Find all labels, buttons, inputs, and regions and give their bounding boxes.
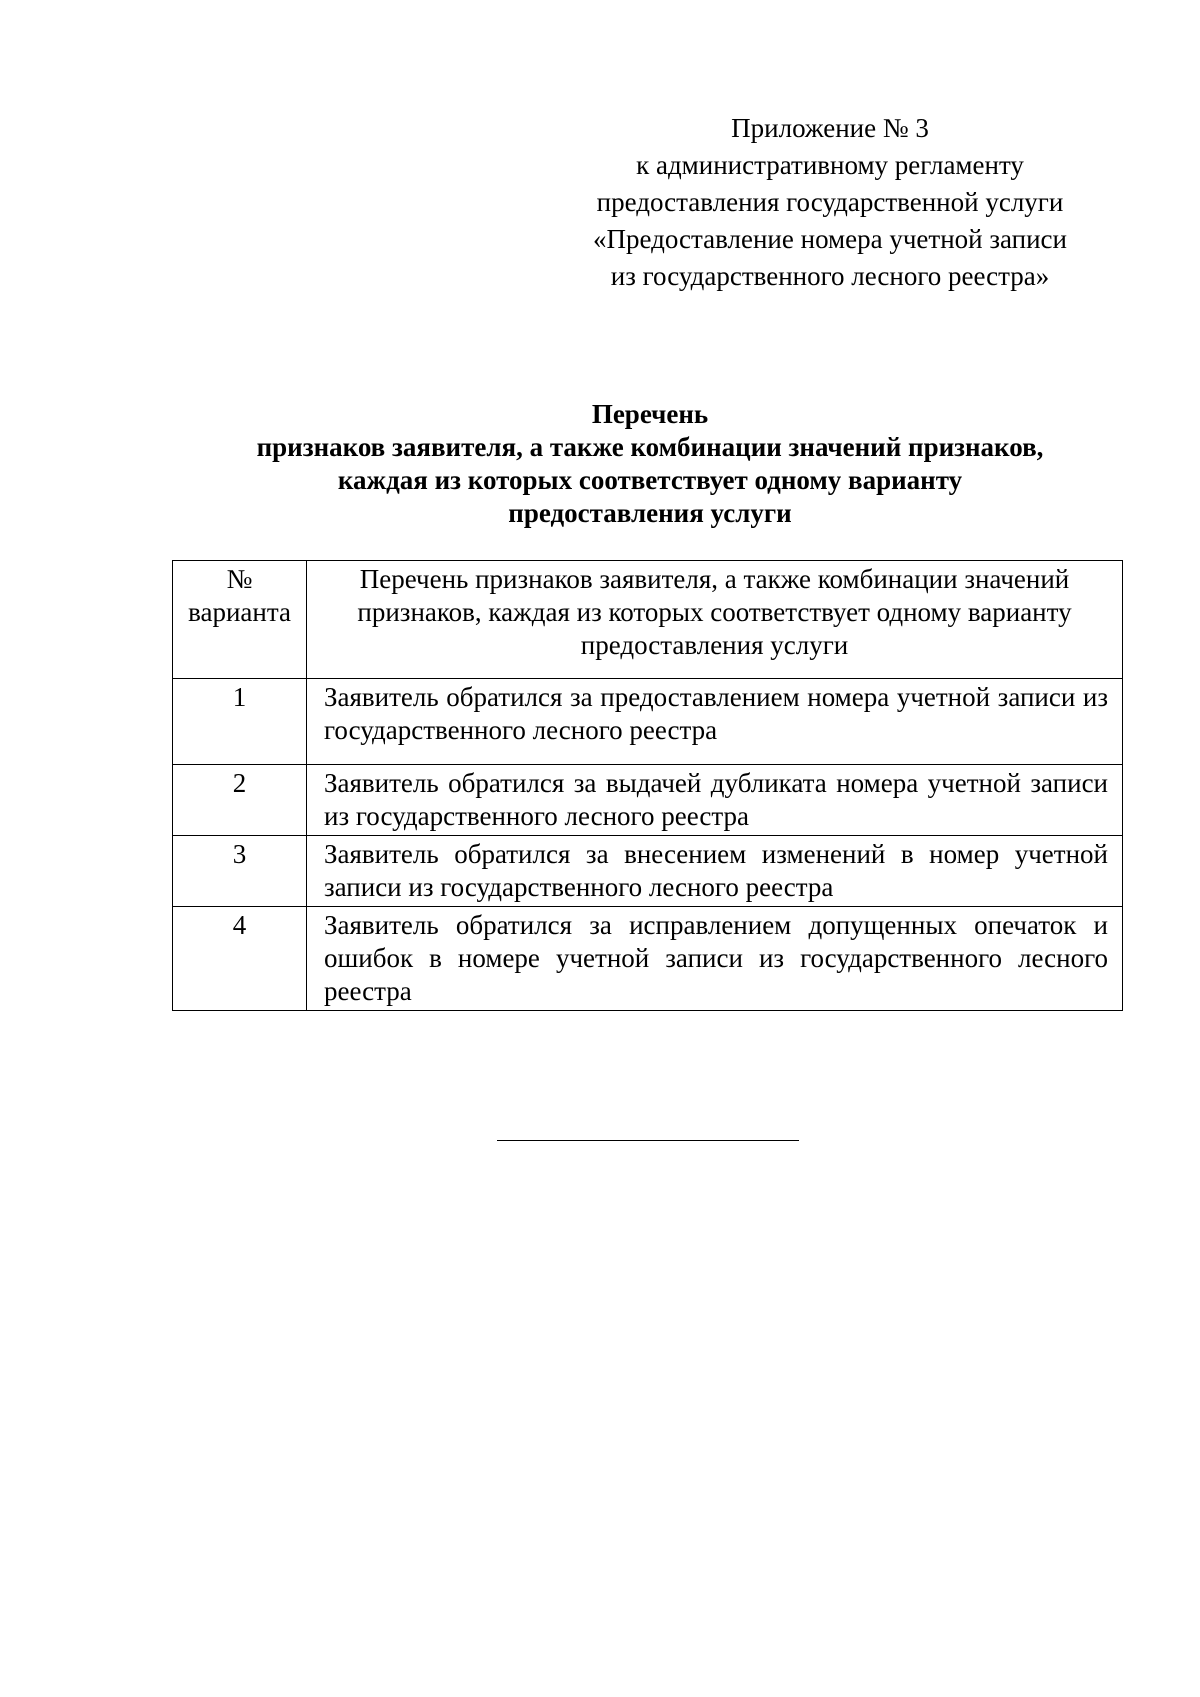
closing-rule-line [497,1140,799,1141]
variant-description: Заявитель обратился за предоставлением номера учетной записи из государственного лесного реестра [307,679,1123,765]
annex-line: из государственного лесного реестра» [610,261,1050,291]
title-line: каждая из которых соответствует одному варианту [337,465,963,495]
title-line: признаков заявителя, а также комбинации значений признаков, [256,432,1044,462]
annex-line: «Предоставление номера учетной записи [593,224,1067,254]
title-line: предоставления услуги [508,498,792,528]
table-header-row [173,561,1123,679]
variant-description: Заявитель обратился за исправлением допущенных опечаток и ошибок в номере учетной записи из государственного лесного реестра [307,907,1123,1011]
annex-line: Приложение № 3 [731,113,929,143]
table-row [173,836,1123,907]
title-line: Перечень [591,399,709,429]
table-row [173,907,1123,1011]
annex-heading [560,110,1100,295]
variants-table [172,560,1123,1011]
variant-number: 3 [173,836,307,907]
table-row [173,765,1123,836]
variant-number: 4 [173,907,307,1011]
variant-description: Заявитель обратился за выдачей дубликата номера учетной записи из государственного лесного реестра [307,765,1123,836]
header-variant-number: № варианта [173,561,307,679]
document-title [150,398,1150,530]
annex-line: предоставления государственной услуги [596,187,1064,217]
variant-description: Заявитель обратился за внесением изменений в номер учетной записи из государственного лесного реестра [307,836,1123,907]
table-row [173,679,1123,765]
variant-number: 1 [173,679,307,765]
annex-line: к административному регламенту [636,150,1024,180]
variant-number: 2 [173,765,307,836]
header-description: Перечень признаков заявителя, а также комбинации значений признаков, каждая из которых соответствует одному варианту предоставления услуги [307,561,1123,679]
